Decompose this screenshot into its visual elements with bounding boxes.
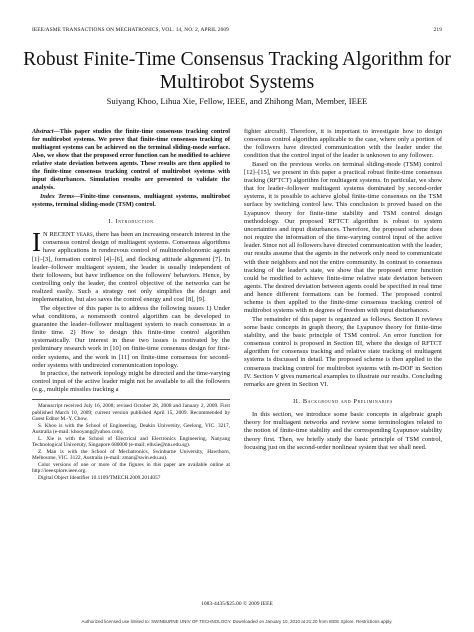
footnote-man: Z. Man is with the School of Mechatronics, Swinburne University, Hawthorn, Melbourne, VIC. 3122, Australia (e-mail: zman@swin.edu.au). [32,448,230,462]
drop-cap: I [32,227,41,258]
intro-first-words: N RECENT years, [43,231,95,239]
left-column [32,128,230,481]
footnote-block [32,399,230,481]
footnote-doi: Digital Object Identifier 10.1109/TMECH.2009.2014057 [38,474,161,481]
index-terms-label: Index Terms [40,193,74,200]
section-heading-introduction: I. Introduction [108,218,154,225]
authorized-use-notice: Authorized licensed use limited to: SWINBURNE UNIV OF TECHNOLOGY. Downloaded on January 10, 2010 at 21:20 from IEEE Xplore. Restrictions apply. [81,619,393,624]
right-column [244,128,442,452]
abstract-text: This paper studies the finite-time consensus tracking control for multirobot systems. We prove that finite-time consensus tracking of multiagent systems can be achieved on the terminal sliding-mode surface. Also, we show that the proposed error function can be modified to achieve relative state deviation between agents. These results are then applied to the finite-time consensus tracking control of multirobot systems with input disturbances. Simulation results are presented to validate the analysis. [32,128,230,191]
right-paragraph-3: The remainder of this paper is organized as follows. Section II reviews some basic concepts in graph theory, the Lyapunov theory for finite-time stability, and the basic principle of TSM control. An error function for consensus control is proposed in Section III, where the design of RFTCT algorithm for consensus tracking and relative state tracking of multiagent systems is discussed in detail. The proposed scheme is then applied to the consensus tracking control for multirobot systems with m-DOF in Section IV. Section V gives numerical examples to illustrate our results. Concluding remarks are given in Section VI. [244,315,442,388]
right-paragraph-4: In this section, we introduce some basic concepts in algebraic graph theory for multiagent networks and review some terminologies related to the notion of finite-time stability and the corresponding Lyapunov stability theory first. Then, we briefly study the basic principle of TSM control, focusing just on the second-order nonlinear system that we shall need. [244,411,442,451]
intro-paragraph-3: In practice, the network topology might be directed and the time-varying control input of the active leader might not be available to all the followers (e.g., multiple missiles tracking a [32,369,230,394]
index-terms: Index Terms—Finite-time consensus, multiagent systems, multirobot systems, terminal sliding-mode (TSM) control. [32,193,230,208]
section-heading-background: II. Background and Preliminaries [293,398,393,405]
paper-title: Robust Finite-Time Consensus Tracking Algorithm for Multirobot Systems [23,49,451,93]
index-terms-text: Finite-time consensus, multiagent systems, multirobot systems, terminal sliding-mode (TSM) control. [32,193,230,208]
right-paragraph-2: Based on the previous works on terminal sliding-mode (TSM) control [12]–[15], we present in this paper a practical robust finite-time consensus tracking (RFTCT) algorithm for multiagent systems. In particular, we show that for leader–follower multiagent systems dominated by second-order systems, it is possible to achieve global finite-time consensus on the TSM surface by switching control law. This conclusion is proved based on the Lyapunov theory for finite-time stability and TSM control design methodology. Our proposed RFTCT algorithm is robust to system uncertainties and input disturbances. Therefore, the proposed scheme does not require the information of the time-varying control input of the active leader. Since not all followers have directed communication with the leader, our results assume that the agents in the network only need to communicate with their neighbors and not the entire community. In contrast to consensus tracking of the leader's state, we show that the proposed error function could be modified to achieve finite-time relative state deviation between agents. The desired deviation between agents could be specified in real time and hence different formations can be formed. The proposed control scheme is then applied to the finite-time consensus tracking control of multirobot systems with m degrees of freedom with input disturbances. [244,160,442,315]
copyright-line: 1083-4435/$25.00 © 2009 IEEE [201,601,273,607]
footnote-khoo: S. Khoo is with the School of Engineering, Deakin University, Geelong, VIC. 3217, Australia (e-mail: khooyang@yahoo.com). [32,422,230,436]
intro-paragraph-1 [32,227,230,304]
running-head [32,27,442,33]
footnote-received: Manuscript received July 16, 2008; revised October 28, 2008 and January 2, 2009. First published March 10, 2009; current version published April 15, 2009. Recommended by Guest Editor M.-Y. Chow. [32,403,230,423]
abstract-label: Abstract [32,128,54,135]
right-paragraph-1: fighter aircraft). Therefore, it is important to investigate how to design consensus control algorithm applicable to the case, where only a portion of the followers have directed communication with the leader under the condition that the control input of the leader is unknown to any follower. [244,128,442,160]
abstract: Abstract—This paper studies the finite-time consensus tracking control for multirobot systems. We prove that finite-time consensus tracking of multiagent systems can be achieved on the terminal sliding-mode surface. Also, we show that the proposed error function can be modified to achieve relative state deviation between agents. These results are then applied to the finite-time consensus tracking control of multirobot systems with input disturbances. Simulation results are presented to validate the analysis. [32,128,230,191]
journal-name: IEEE/ASME TRANSACTIONS ON MECHATRONICS, VOL. 14, NO. 2, APRIL 2009 [32,27,229,33]
page-number: 219 [433,27,442,33]
intro-paragraph-1-text: there has been an increasing research interest in the consensus control design of multiagent systems. Consensus algorithms have applications in rendezvous control of multinonholonomic agents [1]–[3], formation control [4]–[6], and flocking attitude alignment [7]. In leader–follower multiagent system, the leader is usually independent of their followers, but have influence on the followers' behaviors. Hence, by controlling only the leader, the control objective of the networks can be realized easily. Such a strategy not only simplifies the design and implementation, but also saves the control energy and cost [8], [9]. [32,231,230,304]
footnote-color: Color versions of one or more of the figures in this paper are available online at http://ieeexplore.ieee.org. [32,461,230,475]
footnote-xie: L. Xie is with the School of Electrical and Electronics Engineering, Nanyang Technological University, Singapore 680000 (e-mail: elhxie@ntu.edu.sg). [32,435,230,449]
author-line: Suiyang Khoo, Lihua Xie, Fellow, IEEE, and Zhihong Man, Member, IEEE [106,96,368,106]
intro-paragraph-2: The objective of this paper is to address the following issues 1) Under what conditions, a nonsmooth control algorithm can be developed to guarantee the leader–follower multiagent system to reach consensus in a finite time. 2) How to design this finite-time control algorithm systematically. Our interest in these two issues is motivated by the preliminary research work in [10] on finite-time consensus design for first-order systems, and the work in [11] on finite-time consensus for second-order systems with undirected communication topology. [32,304,230,369]
